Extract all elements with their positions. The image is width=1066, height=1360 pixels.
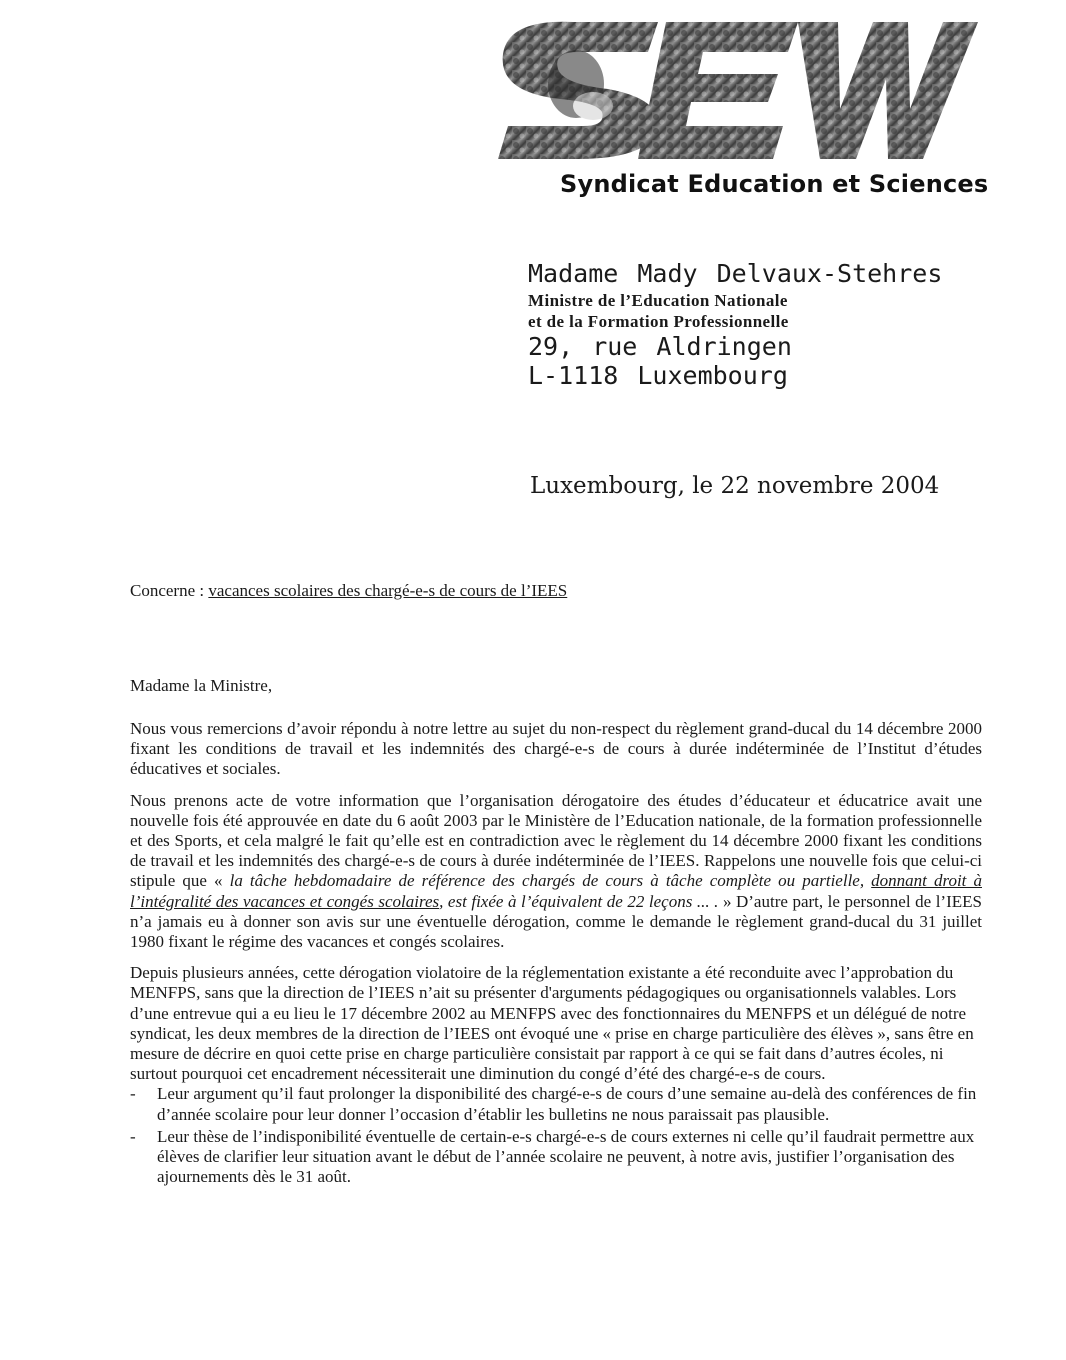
subject-text: vacances scolaires des chargé-e-s de cours de l’IEES [208, 581, 568, 600]
list-item-text: Leur thèse de l’indisponibilité éventuelle de certain-e-s chargé-e-s de cours externes ni celle qu’il faudrait permettre aux élèves de clarifier leur situation avant le début de l’année scolaire ne peuvent, à notre avis, justifier l’organisation des ajournements dès le 31 août. [157, 1126, 975, 1187]
argument-list [130, 1084, 982, 1187]
list-item [130, 1084, 982, 1124]
letter-body [130, 719, 982, 1189]
subject-label: Concerne : [130, 581, 209, 600]
recipient-street: 29, rue Aldringen [528, 332, 792, 361]
paragraph-1: Nous vous remercions d’avoir répondu à notre lettre au sujet du non-respect du règlement grand-ducal du 14 décembre 2000 fixant les conditions de travail et les indemnités des chargé-e-s de cours à durée indéterminée de l’Institut d’études éducatives et sociales. [130, 719, 982, 779]
recipient-city: L-1118 Luxembourg [528, 361, 788, 390]
recipient-name: Madame Mady Delvaux-Stehres [528, 259, 943, 288]
date-line: Luxembourg, le 22 novembre 2004 [530, 473, 940, 499]
recipient-title-line-1: Ministre de l’Education Nationale [528, 291, 788, 310]
paragraph-2-text-b: » D’autre part, le personnel de l’IEES n’a jamais eu à donner son avis sur une éventuelle dérogation, comme le demande le règlement grand-ducal du 31 juillet 1980 fixant le régime des vacances et congés scolaires. [130, 891, 982, 952]
organization-name: Syndicat Education et Sciences [560, 170, 989, 198]
subject-line [130, 581, 567, 601]
recipient-title-line-2: et de la Formation Professionnelle [528, 312, 789, 331]
bullet-marker: - [130, 1084, 136, 1104]
paragraph-3: Depuis plusieurs années, cette dérogation violatoire de la réglementation existante a été reconduite avec l’approbation du MENFPS, sans que la direction de l’IEES n’ait su présenter d'arguments pédagogiques ou organisationnels valables. Lors d’une entrevue qui a eu lieu le 17 décembre 2002 au MENFPS avec des fonctionnaires du MENFPS et un délégué de notre syndicat, les deux membres de la direction de l’IEES ont évoqué une « prise en charge particulière des élèves », sans être en mesure de décrire en quoi cette prise en charge particulière consistait par rapport à ce qui se fait dans d’autres écoles, ni surtout pourquoi cet encadrement nécessiterait une diminution du congé d’été des chargé-e-s de cours. [130, 963, 974, 1084]
list-item [130, 1127, 982, 1188]
paragraph-2 [130, 791, 982, 953]
sew-logo [498, 14, 978, 164]
recipient-address-block [528, 258, 942, 390]
bullet-marker: - [130, 1126, 136, 1146]
logo-figure [548, 50, 613, 120]
paragraph-2-text-a: Nous prenons acte de votre information que l’organisation dérogatoire des études d’éducateur et éducatrice avait une nouvelle fois été approuvée en date du 6 août 2003 par le Ministère de l’Education nationale, de la formation professionnelle et des Sports, et cela malgré le fait qu’elle est en contradiction avec le règlement du 14 décembre 2000 fixant les conditions de travail et les indemnités des chargé-e-s de cours à durée indéterminée de l’IEES. Rappelons une nouvelle fois que celui-ci stipule que « [130, 790, 982, 891]
salutation: Madame la Ministre, [130, 676, 273, 695]
quote-part-a: la tâche hebdomadaire de référence des chargés de cours à tâche complète ou partielle, [229, 871, 872, 891]
quote-part-b: , est fixée à l’équivalent de 22 leçons ... . [439, 891, 719, 911]
quote-underlined: donnant droit à l’intégralité des vacances et congés scolaires [130, 871, 982, 911]
list-item-text: Leur argument qu’il faut prolonger la disponibilité des chargé-e-s de cours d’une semaine au-delà des conférences de fin d’année scolaire pour leur donner l’occasion d’établir les bulletins ne nous paraissait pas plausible. [157, 1084, 977, 1124]
